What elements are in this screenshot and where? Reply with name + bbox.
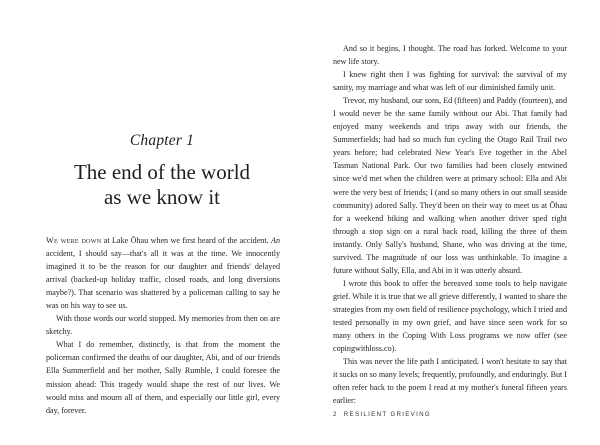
paragraph (46, 234, 280, 312)
paragraph: And so it begins, I thought. The road has forked. Welcome to your new life story. (333, 44, 567, 67)
chapter-title-line-1: The end of the world (73, 160, 251, 184)
page-footer (333, 411, 431, 418)
italic-word: An (271, 236, 281, 245)
page-number: 2 (333, 411, 338, 418)
right-page (300, 0, 600, 445)
chapter-title (40, 160, 284, 210)
left-body-text (46, 234, 280, 417)
paragraph-text: accident, I should say—that's all it was at the time. We innocently imagined it to be the reason for our daughter and friends' delayed arrival (backed-up holiday traffic, closed roads, and long diversions maybe?). That scenario was shattered by a policeman calling to say he was on his way to see us. (46, 249, 280, 311)
paragraph: This was never the life path I anticipated. I won't hesitate to say that it sucks on so many levels; frequently, profoundly, and enduringly. But I often refer back to the poem I read at my mother's funeral fifteen years earlier: (333, 357, 568, 406)
paragraph: What I do remember, distinctly, is that from the moment the policeman confirmed the deaths of our daughter, Abi, and of our friends Ella Summerfield and her mother, Sally Rumble, I could foresee the mission ahead: This tragedy would shape the rest of our lives. We would miss and mourn all of them, and especially our little girl, every day, forever. (46, 340, 280, 415)
paragraph-text: at Lake Ōhau when we first heard of the accident. (101, 236, 272, 245)
paragraph: Trevor, my husband, our sons, Ed (fifteen) and Paddy (fourteen), and I would never be the same family without our Abi. That family had enjoyed many weekends and trips away with our friends, the Summerfields; had had so much fun cycling the Otago Rail Trail two years before; had celebrated New Year's Eve together in the Abel Tasman National Park. Our two families had been closely entwined since we'd met when the children were at primary school: Ella and Abi were the very best of friends; I (and so many others in our small seaside community) adored Sally. They'd been on their way to meet us at Ōhau for a weekend biking and walking when another driver sped right through a stop sign on a rural back road, killing the three of them instantly. Only Sally's husband, Shane, who was driving at the time, survived. The magnitude of our loss was unthinkable. To imagine a future without Sally, Ella, and Abi in it was utterly absurd. (333, 96, 567, 275)
paragraph: With those words our world stopped. My memories from then on are sketchy. (46, 314, 280, 337)
right-body-text (333, 42, 567, 407)
paragraph: I knew right then I was fighting for survival: the survival of my sanity, my marriage and what was left of our diminished family unit. (333, 70, 567, 93)
running-footer-title: RESILIENT GRIEVING (343, 411, 431, 418)
opening-smallcaps: We were down (46, 236, 102, 245)
chapter-label: Chapter 1 (129, 132, 195, 149)
chapter-title-line-2: as we know it (103, 185, 221, 209)
paragraph: I wrote this book to offer the bereaved some tools to help navigate grief. While it is true that we all grieve differently, I wanted to share the strategies from my own field of resilience psychology, which I tried and tested personally in my own grief, and have since seen work for so many others in the Coping With Loss programs we now offer (see copingwithloss.co). (333, 278, 567, 354)
